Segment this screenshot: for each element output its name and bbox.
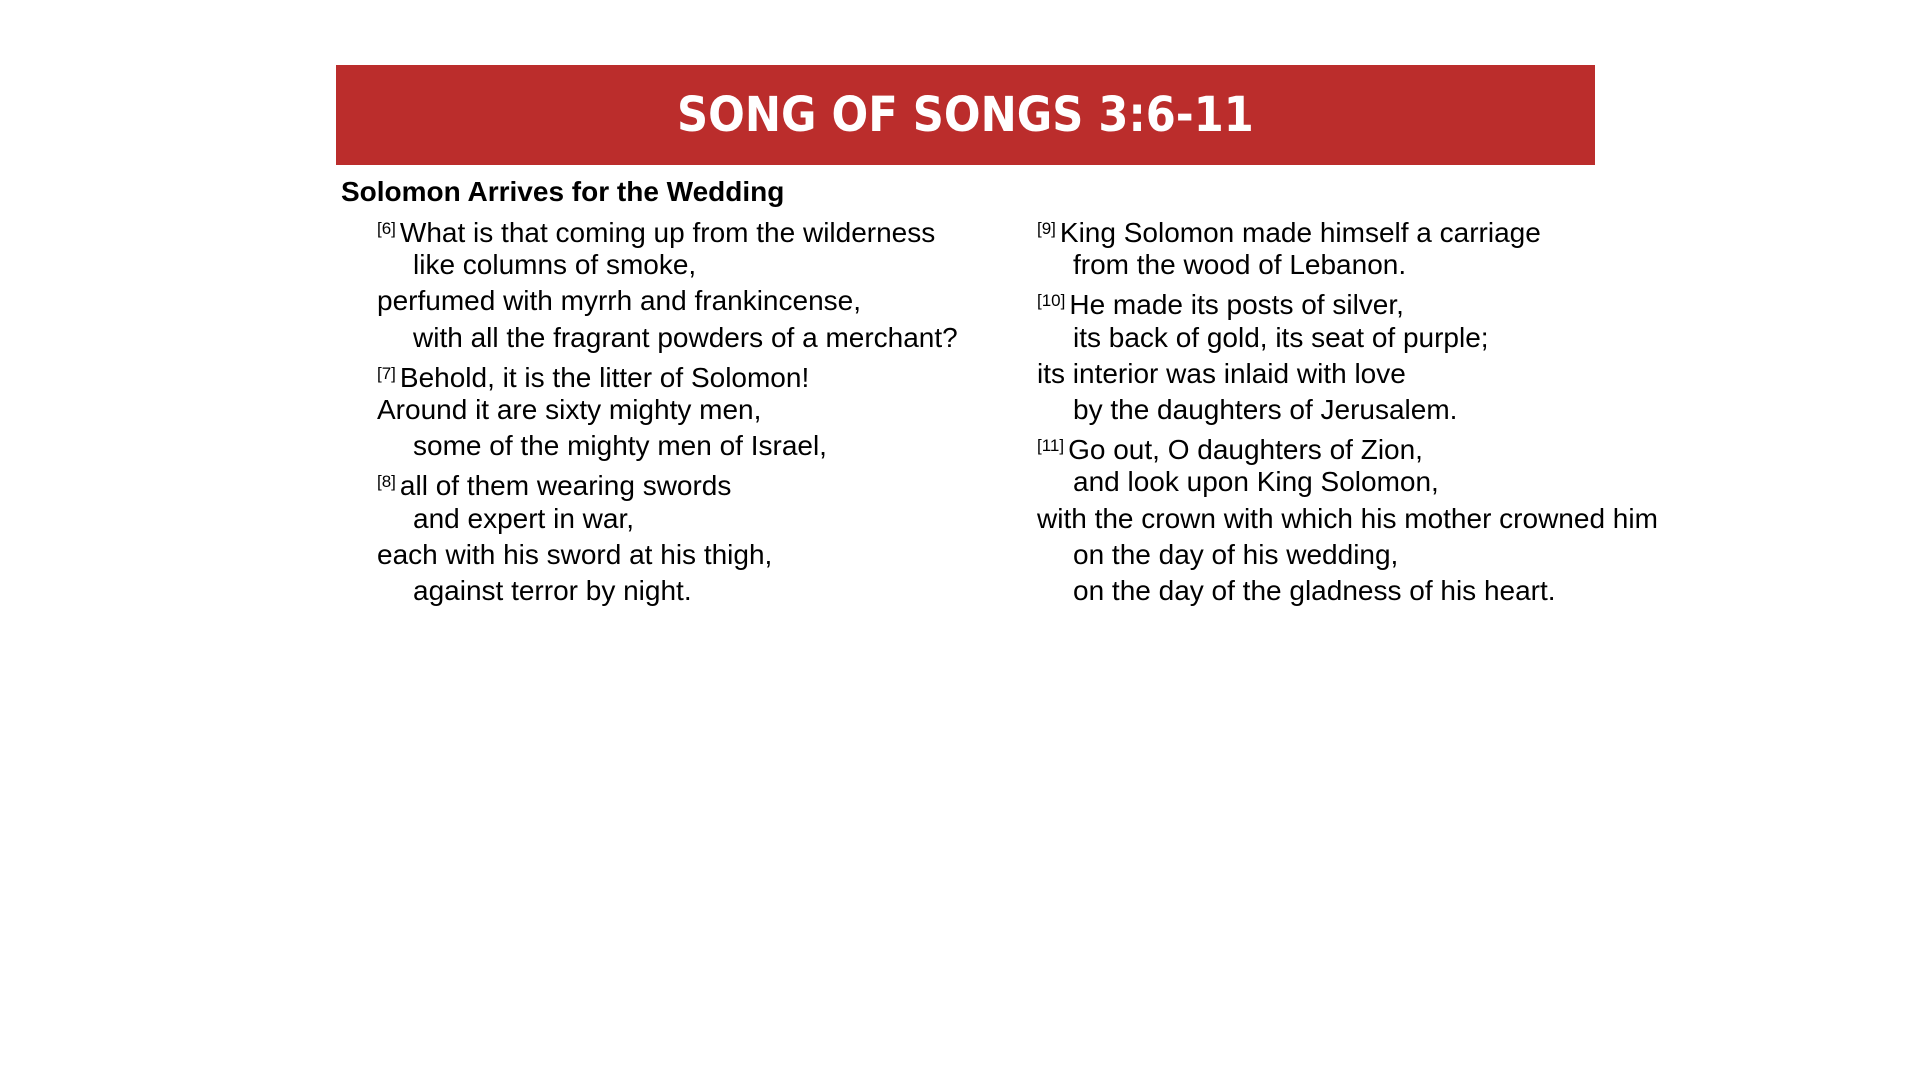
poem-line <box>377 392 958 428</box>
title-banner <box>336 65 1595 165</box>
line-text: on the day of the gladness of his heart. <box>1073 574 1556 606</box>
poem-line <box>1037 428 1658 464</box>
poem-line <box>377 283 958 319</box>
poem-line <box>1037 247 1658 283</box>
poem-line <box>1037 573 1658 609</box>
poem-line <box>377 356 958 392</box>
line-text: on the day of his wedding, <box>1073 538 1399 570</box>
line-text: like columns of smoke, <box>413 249 697 281</box>
verse-number: [6] <box>377 219 396 238</box>
line-text: some of the mighty men of Israel, <box>413 430 827 462</box>
poem-line <box>377 501 958 537</box>
poem-line <box>377 247 958 283</box>
line-text: its back of gold, its seat of purple; <box>1073 321 1489 353</box>
line-text: King Solomon made himself a carriage <box>1059 217 1541 248</box>
section-heading: Solomon Arrives for the Wedding <box>341 176 785 207</box>
verse-number: [10] <box>1037 291 1066 311</box>
line-text: with the crown with which his mother crowned him <box>1037 502 1658 534</box>
poem-line <box>1037 537 1658 573</box>
line-text: and expert in war, <box>413 502 635 534</box>
verse-number: [11] <box>1037 436 1065 456</box>
poem-line <box>1037 356 1658 392</box>
line-text: each with his sword at his thigh, <box>377 538 773 570</box>
poem-line <box>377 537 958 573</box>
line-text: Behold, it is the litter of Solomon! <box>399 361 810 393</box>
verse-number: [7] <box>377 363 396 383</box>
poem-line <box>377 211 958 247</box>
line-text: perfumed with myrrh and frankincense, <box>377 285 861 317</box>
poem-line <box>1037 211 1658 247</box>
line-text: with all the fragrant powders of a merchant? <box>413 321 958 353</box>
line-text: by the daughters of Jerusalem. <box>1073 393 1458 425</box>
line-text: and look upon King Solomon, <box>1073 466 1439 498</box>
page-title: SONG OF SONGS 3:6-11 <box>677 87 1254 143</box>
poem-line <box>377 320 958 356</box>
line-text: from the wood of Lebanon. <box>1073 249 1407 281</box>
line-text: against terror by night. <box>413 574 692 606</box>
verse-number: [8] <box>377 472 396 492</box>
right-column <box>1037 211 1658 609</box>
line-text: its interior was inlaid with love <box>1037 357 1406 389</box>
poem-line <box>1037 501 1658 537</box>
poem-line <box>1037 283 1658 319</box>
poem-line <box>377 428 958 464</box>
line-text: He made its posts of silver, <box>1069 289 1404 321</box>
poem-line <box>1037 320 1658 356</box>
line-text: all of them wearing swords <box>399 470 732 502</box>
poem-line <box>377 464 958 500</box>
poem-line <box>1037 392 1658 428</box>
line-text: Go out, O daughters of Zion, <box>1068 434 1423 466</box>
left-column <box>377 211 958 609</box>
line-text: What is that coming up from the wilderness <box>399 217 936 248</box>
poem-line <box>377 573 958 609</box>
verse-number: [9] <box>1037 219 1056 238</box>
line-text: Around it are sixty mighty men, <box>377 393 762 425</box>
poem-line <box>1037 464 1658 500</box>
